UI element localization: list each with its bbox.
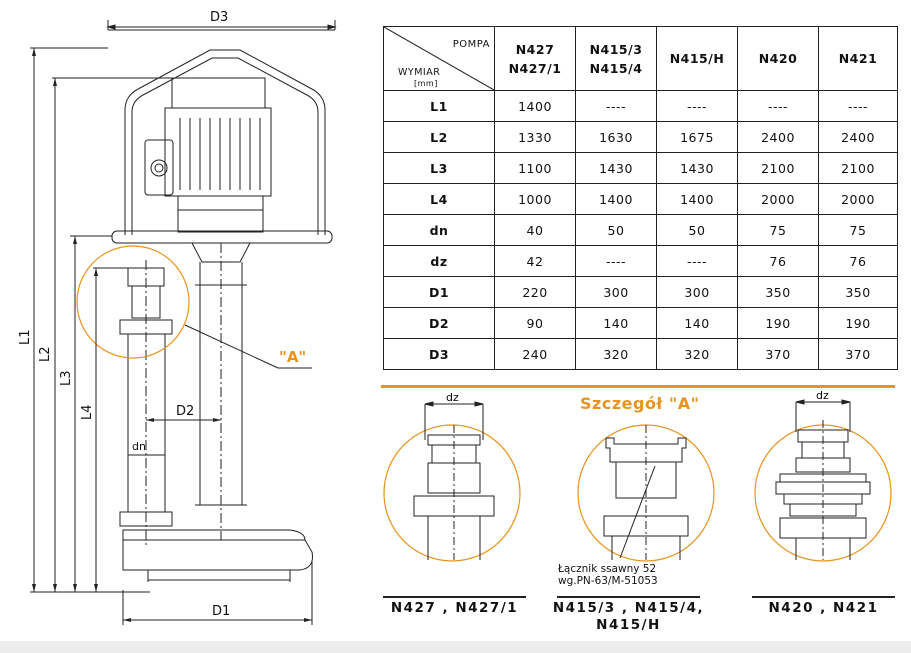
table-cell: 2400 — [738, 122, 819, 153]
table-cell: 1675 — [657, 122, 738, 153]
dim-dn-label: dn — [132, 440, 146, 453]
table-cell: ---- — [576, 246, 657, 277]
row-label: L2 — [384, 122, 495, 153]
table-cell: 370 — [819, 339, 898, 370]
column-header: N421 — [819, 27, 898, 91]
row-label: L1 — [384, 91, 495, 122]
table-row — [384, 184, 898, 215]
dimensions-table — [383, 26, 898, 370]
table-cell: ---- — [819, 91, 898, 122]
column-header: N420 — [738, 27, 819, 91]
corner-pompa-label: POMPA — [452, 39, 490, 50]
caption-n420: N420 , N421 — [768, 600, 879, 616]
dim-d3-label: D3 — [210, 10, 229, 25]
dim-d1-label: D1 — [212, 604, 231, 619]
table-cell: 1430 — [576, 153, 657, 184]
table-cell: 75 — [738, 215, 819, 246]
table-corner-cell — [384, 27, 495, 91]
note-line-2: wg.PN-63/M-51053 — [558, 575, 658, 587]
section-divider — [381, 385, 895, 388]
row-label: L4 — [384, 184, 495, 215]
dz-label-1: dz — [446, 391, 459, 404]
table-cell: 190 — [738, 308, 819, 339]
table-cell: 2000 — [738, 184, 819, 215]
table-row — [384, 246, 898, 277]
column-header: N427 N427/1 — [495, 27, 576, 91]
table-row — [384, 308, 898, 339]
caption-n427: N427 , N427/1 — [390, 600, 519, 616]
table-cell: 76 — [819, 246, 898, 277]
table-cell: 50 — [576, 215, 657, 246]
table-cell: ---- — [576, 91, 657, 122]
corner-unit-label: [mm] — [414, 79, 438, 88]
table-row — [384, 215, 898, 246]
row-label: D1 — [384, 277, 495, 308]
table-cell: 75 — [819, 215, 898, 246]
table-cell: ---- — [657, 246, 738, 277]
table-cell: 370 — [738, 339, 819, 370]
table-cell: 350 — [819, 277, 898, 308]
table-cell: 1400 — [495, 91, 576, 122]
table-row — [384, 91, 898, 122]
row-label: dn — [384, 215, 495, 246]
table-cell: 1400 — [576, 184, 657, 215]
row-label: D3 — [384, 339, 495, 370]
table-cell: 50 — [657, 215, 738, 246]
table-cell: 2000 — [819, 184, 898, 215]
table-cell: 140 — [576, 308, 657, 339]
row-label: L3 — [384, 153, 495, 184]
table-row — [384, 339, 898, 370]
caption-n415: N415/3 , N415/4, N415/H — [552, 600, 705, 633]
table-cell: 320 — [657, 339, 738, 370]
table-cell: 220 — [495, 277, 576, 308]
table-cell: 1430 — [657, 153, 738, 184]
table-cell: 350 — [738, 277, 819, 308]
table-cell: 76 — [738, 246, 819, 277]
dz-label-3: dz — [816, 390, 829, 402]
connector-note — [558, 563, 658, 587]
detail-title: Szczegół "A" — [580, 394, 700, 413]
pump-drawing — [0, 0, 380, 640]
table-row — [384, 153, 898, 184]
table-cell: 2100 — [738, 153, 819, 184]
dim-l4-label: L4 — [80, 404, 95, 420]
table-cell: 2100 — [819, 153, 898, 184]
table-header-row — [384, 27, 898, 91]
bottom-band — [0, 641, 911, 653]
table-cell: 240 — [495, 339, 576, 370]
column-header: N415/3 N415/4 — [576, 27, 657, 91]
column-header: N415/H — [657, 27, 738, 91]
row-label: dz — [384, 246, 495, 277]
table-row — [384, 277, 898, 308]
table-cell: 42 — [495, 246, 576, 277]
table-cell: 320 — [576, 339, 657, 370]
detail-a-marker: "A" — [279, 348, 307, 366]
table-cell: 1400 — [657, 184, 738, 215]
detail-views — [380, 390, 900, 590]
table-cell: 1330 — [495, 122, 576, 153]
dim-l1-label: L1 — [18, 329, 33, 345]
table-cell: 40 — [495, 215, 576, 246]
corner-wymiar-label: WYMIAR — [398, 67, 441, 78]
table-cell: 1000 — [495, 184, 576, 215]
dim-l2-label: L2 — [38, 346, 53, 362]
table-cell: 140 — [657, 308, 738, 339]
table-cell: ---- — [657, 91, 738, 122]
table-cell: 300 — [657, 277, 738, 308]
table-cell: 190 — [819, 308, 898, 339]
table-cell: 2400 — [819, 122, 898, 153]
note-line-1: Łącznik ssawny 52 — [558, 563, 657, 575]
table-cell: 90 — [495, 308, 576, 339]
dim-d2-label: D2 — [176, 404, 195, 419]
table-cell: ---- — [738, 91, 819, 122]
table-cell: 1100 — [495, 153, 576, 184]
row-label: D2 — [384, 308, 495, 339]
dim-l3-label: L3 — [59, 370, 74, 386]
table-cell: 300 — [576, 277, 657, 308]
table-row — [384, 122, 898, 153]
table-cell: 1630 — [576, 122, 657, 153]
